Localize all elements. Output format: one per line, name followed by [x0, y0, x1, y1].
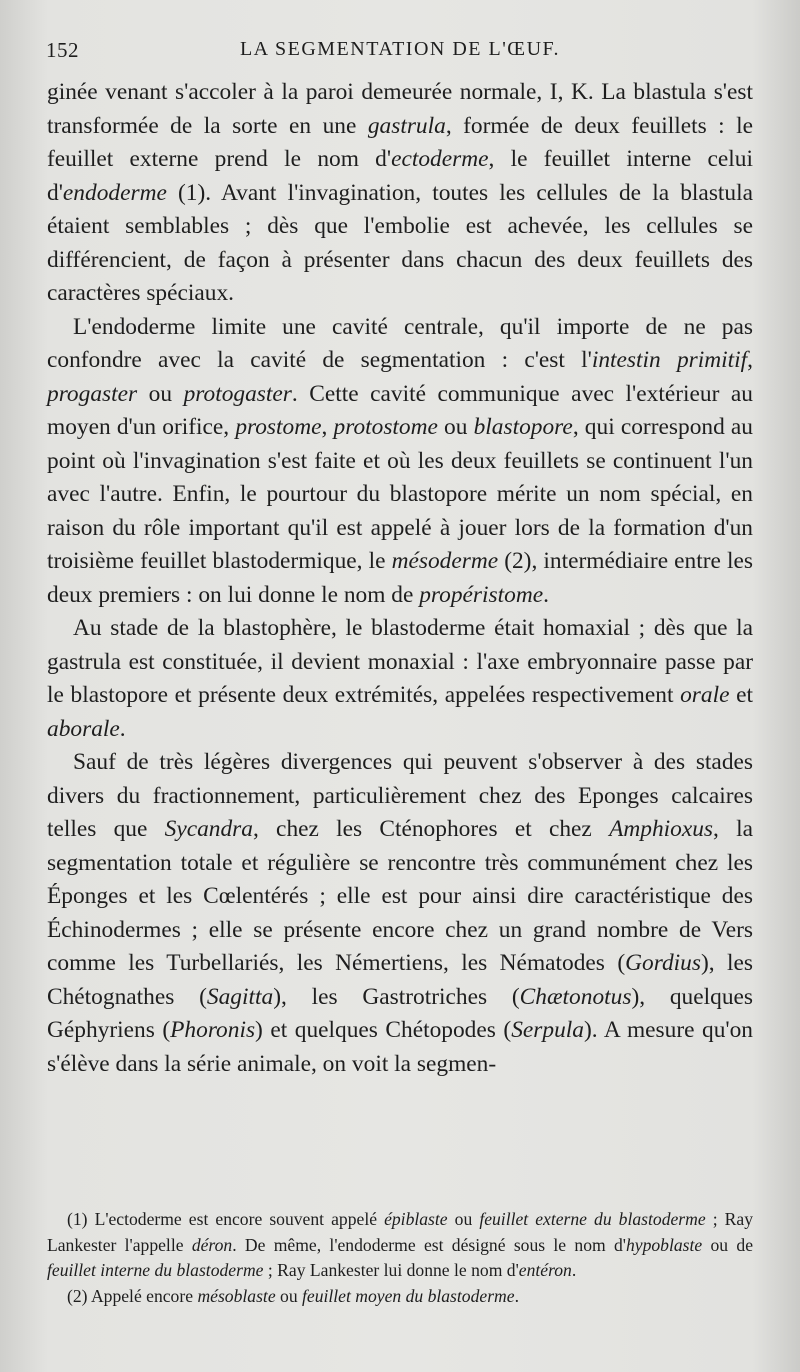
taxon-gordius: Gordius	[625, 950, 701, 976]
text-run: , le feuillet interne celui d'	[47, 146, 753, 206]
term-prostome: prostome	[235, 414, 322, 440]
text-run: ginée venant s'accoler à la paroi demeurée normale, I, K. La blastula s'est transformée de la sorte en une	[47, 79, 753, 139]
page-header	[46, 38, 754, 68]
text-run: . De même, l'endoderme est désigné sous le nom d'	[232, 1234, 626, 1255]
text-run: , formée de deux feuillets : le feuillet externe prend le nom d'	[47, 112, 754, 172]
text-run: ou de	[702, 1234, 754, 1255]
term-protostome: protostome	[333, 414, 438, 440]
text-run: ). A mesure qu'on s'élève dans la série animale, on voit la segmen-	[47, 1017, 753, 1077]
term-feuillet-interne: feuillet interne du blastoderme	[47, 1260, 264, 1280]
text-run: .	[119, 715, 126, 742]
term-endoderme: endoderme	[62, 179, 167, 206]
term-mesoderme: mésoderme	[391, 548, 499, 574]
text-run: .	[571, 1260, 577, 1280]
text-run: et	[729, 682, 753, 708]
paragraph-3	[47, 612, 753, 746]
text-run: ; Ray Lankester l'appelle	[47, 1209, 754, 1255]
text-run: Sauf de très légères divergences qui peuvent s'observer à des stades divers du fractionnement, particulièrement chez des Eponges calcaires telles que	[47, 749, 753, 842]
text-run: (1). Avant l'invagination, toutes les cellules de la blastula étaient semblables ; dès que l'embolie est achevée, les cellules se différencient, de façon à présenter dans chacun des deux feuillets des caractères spéciaux.	[47, 179, 753, 306]
text-run: Au stade de la blastophère, le blastoderme était homaxial ; dès que la gastrula est constituée, il devient monaxial : l'axe embryonnaire passe par le blastopore et présente deux extrémités, appelées respectivement	[47, 615, 753, 708]
term-blastopore: blastopore	[473, 414, 573, 440]
text-run: , chez les Cténophores et chez	[252, 816, 610, 842]
text-run: L'endoderme limite une cavité centrale, qu'il importe de ne pas confondre avec la cavité de segmentation : c'est l'	[47, 313, 753, 373]
text-run: ou	[137, 380, 184, 407]
text-run: , la segmentation totale et régulière se rencontre très communément chez les Éponges et les Cœlentérés ; elle est pour ainsi dire caractéristique des Échinodermes ; elle se présente encore chez un grand nombre de Vers comme les Turbellariés, les Némertiens, les Nématodes (	[47, 816, 753, 976]
term-feuillet-moyen: feuillet moyen du blastoderme	[302, 1285, 515, 1306]
term-properistome: propéristome	[419, 581, 544, 608]
text-run: (2), intermédiaire entre les deux premiers : on lui donne le nom de	[47, 548, 753, 608]
term-gastrula: gastrula	[367, 112, 446, 139]
text-run: ou	[275, 1285, 303, 1306]
taxon-chaetonotus: Chætonotus	[519, 983, 632, 1010]
term-progaster: progaster	[47, 380, 138, 407]
footnote-separator	[47, 1192, 753, 1193]
taxon-serpula: Serpula	[511, 1017, 584, 1043]
text-run: ), quelques Géphyriens (	[47, 983, 753, 1043]
text-run: ), les Gastrotriches (	[273, 983, 520, 1010]
text-run: (1) L'ectoderme est encore souvent appelé	[67, 1209, 385, 1229]
term-aborale: aborale	[47, 715, 120, 742]
term-enteron: entéron	[518, 1260, 572, 1280]
term-feuillet-externe: feuillet externe du blastoderme	[479, 1209, 706, 1229]
text-run: .	[543, 581, 549, 608]
text-run: ou	[447, 1209, 480, 1229]
running-title: LA SEGMENTATION DE L'ŒUF.	[239, 38, 561, 60]
body-text	[47, 76, 753, 1081]
text-run: , qui correspond au point où l'invagination s'est faite et où les deux feuillets se continuent l'un avec l'autre. Enfin, le pourtour du blastopore mérite un nom spécial, en raison du rôle important qu'il est appelé à jouer lors de la formation d'un troisième feuillet blastodermique, le	[47, 414, 754, 574]
term-epiblaste: épiblaste	[384, 1209, 448, 1229]
term-deron: déron	[191, 1234, 233, 1255]
paragraph-1	[47, 76, 753, 311]
text-run: ), les Chétognathes (	[47, 950, 754, 1010]
term-protogaster: protogaster	[183, 380, 292, 407]
footnote-1	[47, 1207, 753, 1284]
paragraph-4	[47, 746, 753, 1081]
text-run: ) et quelques Chétopodes (	[255, 1017, 512, 1043]
page-number: 152	[46, 38, 79, 62]
term-ectoderme: ectoderme	[391, 146, 489, 172]
text-run: .	[514, 1285, 519, 1306]
term-intestin-primitif: intestin primitif	[591, 347, 748, 373]
term-orale: orale	[680, 682, 730, 708]
paragraph-2	[47, 311, 753, 613]
text-run: . Cette cavité communique avec l'extérieur au moyen d'un orifice,	[47, 380, 753, 440]
text-run: ; Ray Lankester lui donne le nom d'	[263, 1260, 519, 1280]
term-mesoblaste: mésoblaste	[197, 1285, 276, 1306]
taxon-sagitta: Sagitta	[206, 983, 274, 1010]
footnotes	[47, 1207, 753, 1309]
text-run: ,	[321, 414, 334, 440]
text-run: ou	[437, 414, 474, 440]
taxon-amphioxus: Amphioxus	[609, 816, 714, 842]
footnote-2	[47, 1284, 753, 1310]
text-run: (2) Appelé encore	[67, 1285, 198, 1306]
term-hypoblaste: hypoblaste	[625, 1234, 703, 1255]
taxon-phoronis: Phoronis	[170, 1017, 256, 1043]
text-run: ,	[747, 347, 754, 373]
taxon-sycandra: Sycandra	[164, 816, 253, 842]
